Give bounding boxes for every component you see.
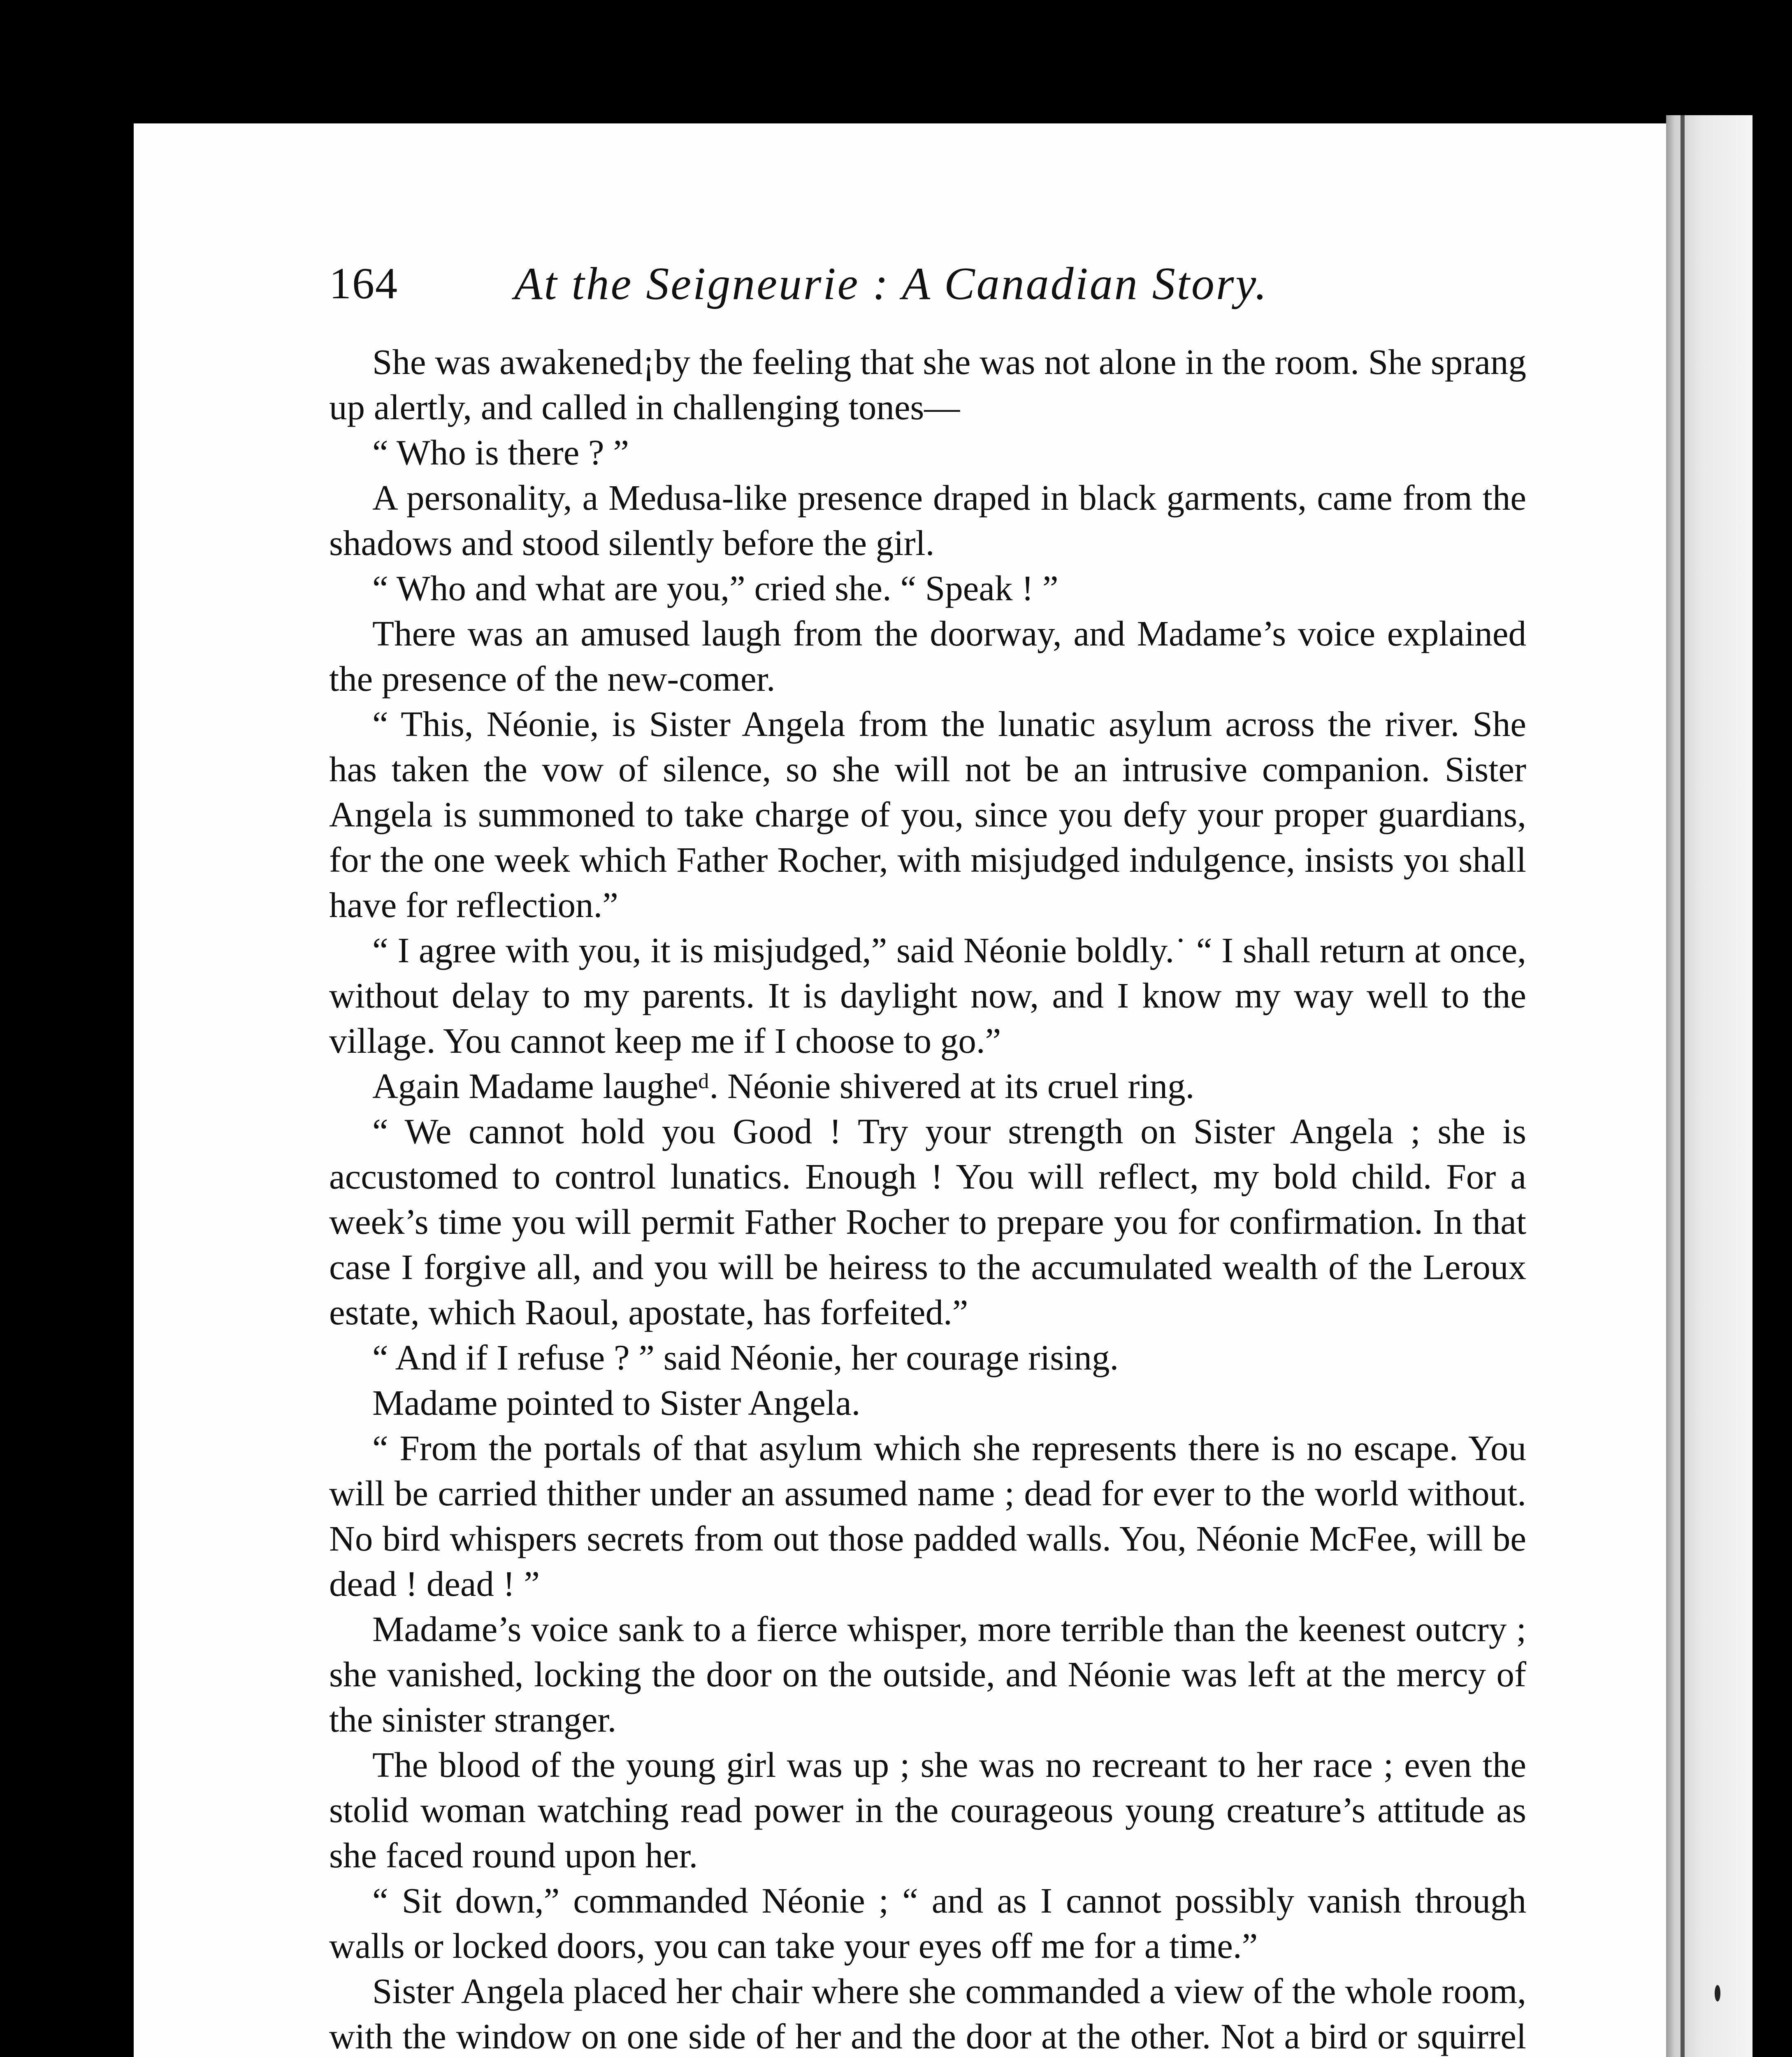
paragraph: There was an amused laugh from the doorway, and Madame’s voice explained the presence of the new-comer. (329, 613, 1526, 699)
paragraph: Madame pointed to Sister Angela. (372, 1383, 861, 1423)
paragraph: Sister Angela placed her chair where she commanded a view of the whole room, with the window on one side of her and the door at the other. Not a bird or squirrel (329, 1971, 1526, 2056)
page-edge-shadow (1681, 115, 1685, 2057)
paragraph: “ Who and what are you,” cried she. “ Speak ! ” (372, 568, 1058, 608)
paragraph: “ I agree with you, it is misjudged,” said Néonie boldly.˙ “ I shall return at once, without delay to my parents. It is daylight now, and I know my way well to the village. You cannot keep me if I choose to go.” (329, 930, 1526, 1061)
paragraph: “ From the portals of that asylum which she represents there is no escape. You will be carried thither under an assumed name ; dead for ever to the world without. No bird whispers secrets from out those padded walls. You, Néonie McFee, will be dead ! dead ! ” (329, 1428, 1526, 1604)
paragraph: “ Who is there ? ” (372, 432, 629, 472)
paragraph: “ And if I refuse ? ” said Néonie, her courage rising. (372, 1337, 1119, 1377)
running-header (329, 255, 1316, 321)
paragraph: “ This, Néonie, is Sister Angela from the lunatic asylum across the river. She has taken the vow of silence, so she will not be an intrusive companion. Sister Angela is summoned to take charge of you, since you defy your proper guardians, for the one week which Father Rocher, with misjudged indulgence, insists yoı shall have for reflection.” (329, 704, 1526, 925)
paragraph: “ We cannot hold you Good ! Try your strength on Sister Angela ; she is accustomed to control lunatics. Enough ! You will reflect, my bold child. For a week’s time you will permit Father Rocher to prepare you for confirmation. In that case I forgive all, and you will be heiress to the accumulated wealth of the Leroux estate, which Raoul, apostate, has forfeited.” (329, 1111, 1526, 1332)
paragraph: She was awakened¡by the feeling that she was not alone in the room. She sprang up alertly, and called in challenging tones— (329, 342, 1526, 427)
paragraph: “ Sit down,” commanded Néonie ; “ and as I cannot possibly vanish through walls or locked doors, you can take your eyes off me for a time.” (329, 1881, 1526, 1966)
paragraph: Again Madame laugheᵈ. Néonie shivered at its cruel ring. (372, 1066, 1195, 1106)
paragraph: A personality, a Medusa-like presence draped in black garments, came from the shadows and stood silently before the girl. (329, 478, 1526, 563)
page-edge (1666, 115, 1753, 2057)
running-title: At the Seigneurie : A Canadian Story. (514, 258, 1269, 309)
page-number: 164 (329, 259, 398, 308)
paragraph: The blood of the young girl was up ; she was no recreant to her race ; even the stolid woman watching read power in the courageous young creature’s attitude as she faced round upon her. (329, 1745, 1526, 1875)
body-text (329, 339, 1526, 2057)
paragraph: Madame’s voice sank to a fierce whisper, more terrible than the keenest outcry ; she vanished, locking the door on the outside, and Néonie was left at the mercy of the sinister stranger. (329, 1609, 1526, 1739)
scan-speck (1715, 1985, 1720, 2001)
